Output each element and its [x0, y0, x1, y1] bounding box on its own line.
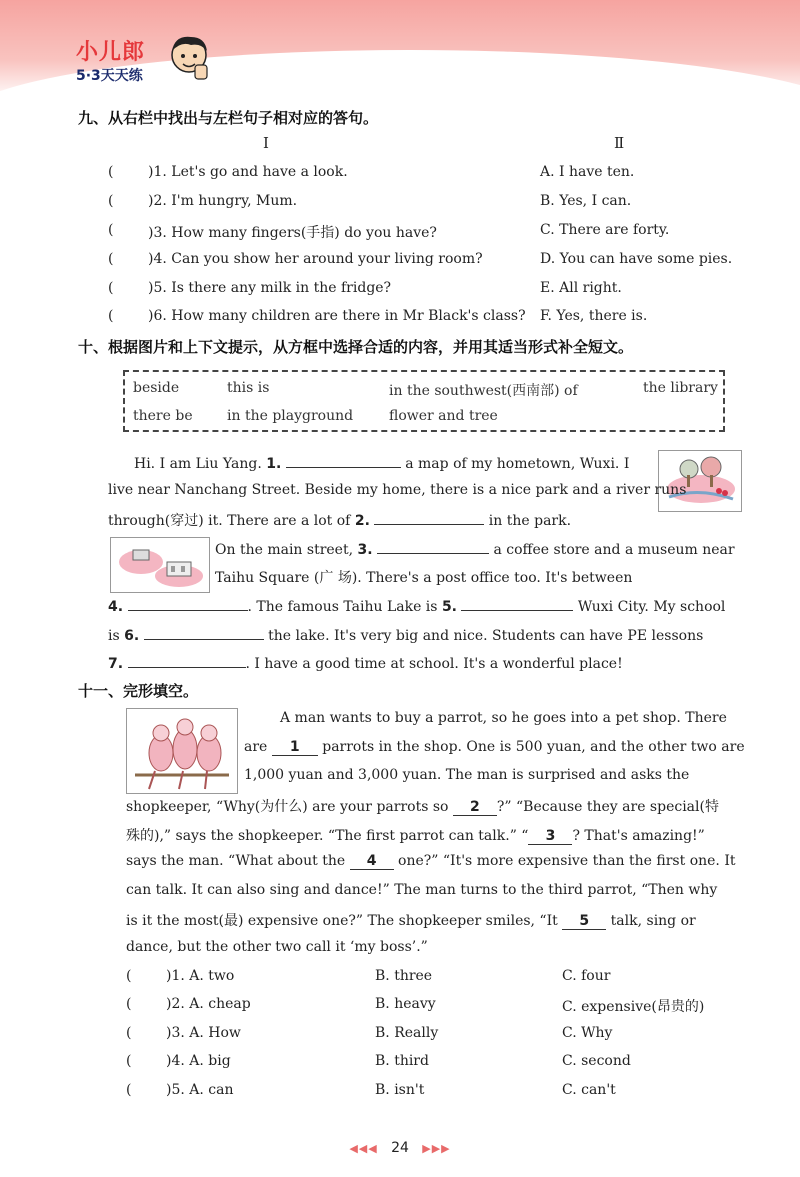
left-sentence-6: )6. How many children are there in Mr Black's class? — [148, 308, 526, 324]
blank-5[interactable] — [461, 596, 573, 611]
option-3-c: C. Why — [562, 1025, 613, 1041]
passage-text: a map of my hometown, Wuxi. I — [405, 456, 630, 472]
word-box-item: in the southwest(西南部) of — [389, 383, 578, 399]
right-answer-f: F. Yes, there is. — [540, 308, 648, 324]
option-5-c: C. can't — [562, 1082, 616, 1098]
passage-text: . The famous Taihu Lake is — [247, 599, 438, 615]
blank-4[interactable] — [128, 596, 248, 611]
cloze-blank-5[interactable]: 5 — [562, 913, 606, 930]
cloze-text: shopkeeper, “Why(为什么) are your parrots so — [126, 799, 449, 815]
word-box-item: in the playground — [227, 408, 354, 424]
cloze-line-2 — [244, 739, 745, 756]
answer-paren-3[interactable]: ( — [108, 222, 114, 238]
cloze-text: are — [244, 739, 268, 755]
cloze-line-1: A man wants to buy a parrot, so he goes into a pet shop. There — [280, 710, 727, 726]
right-answer-e: E. All right. — [540, 280, 622, 296]
option-1-a: )1. A. two — [166, 968, 235, 984]
passage-text: in the park. — [488, 513, 572, 529]
cloze-line-5 — [126, 825, 705, 845]
column-2-heading: Ⅱ — [614, 134, 625, 152]
passage-line-1 — [134, 453, 629, 472]
blank-1[interactable] — [286, 453, 401, 468]
option-1-b: B. three — [375, 968, 433, 984]
blank-3[interactable] — [377, 539, 489, 554]
cloze-text: is it the most(最) expensive one?” The shopkeeper smiles, “It — [126, 913, 558, 929]
passage-line-6 — [108, 596, 725, 615]
page-footer — [0, 1140, 800, 1156]
passage-line-4 — [215, 539, 735, 558]
option-paren-1[interactable]: ( — [126, 968, 132, 984]
cloze-text: ? That's amazing!” — [572, 828, 705, 844]
blank-6[interactable] — [144, 625, 264, 640]
blank-number-5: 5. — [441, 599, 457, 615]
word-box — [123, 370, 725, 432]
blank-number-6: 6. — [124, 628, 140, 644]
word-box-item: beside — [133, 380, 180, 396]
cloze-blank-3[interactable]: 3 — [528, 828, 572, 845]
option-5-b: B. isn't — [375, 1082, 425, 1098]
cloze-text: parrots in the shop. One is 500 yuan, and the other two are — [322, 739, 745, 755]
passage-line-8 — [108, 653, 623, 672]
cloze-line-6 — [126, 853, 735, 870]
word-box-item: flower and tree — [389, 408, 498, 424]
cloze-line-3: 1,000 yuan and 3,000 yuan. The man is surprised and asks the — [244, 767, 690, 783]
right-answer-d: D. You can have some pies. — [540, 251, 733, 267]
blank-number-2: 2. — [354, 513, 370, 529]
option-4-c: C. second — [562, 1053, 631, 1069]
option-2-a: )2. A. cheap — [166, 996, 251, 1012]
blank-2[interactable] — [374, 510, 484, 525]
option-paren-5[interactable]: ( — [126, 1082, 132, 1098]
option-1-c: C. four — [562, 968, 611, 984]
option-paren-2[interactable]: ( — [126, 996, 132, 1012]
answer-paren-6[interactable]: ( — [108, 308, 114, 324]
cloze-text: says the man. “What about the — [126, 853, 346, 869]
column-1-heading: Ⅰ — [263, 134, 269, 152]
option-4-b: B. third — [375, 1053, 429, 1069]
word-box-item: the library — [643, 380, 718, 396]
passage-text: a coffee store and a museum near — [493, 542, 735, 558]
cloze-blank-4[interactable]: 4 — [350, 853, 394, 870]
blank-number-7: 7. — [108, 656, 124, 672]
option-paren-4[interactable]: ( — [126, 1053, 132, 1069]
passage-text: Wuxi City. My school — [577, 599, 726, 615]
passage-text: through(穿过) it. There are a lot of — [108, 513, 351, 529]
passage-line-7 — [108, 625, 703, 644]
cloze-blank-1[interactable]: 1 — [272, 739, 318, 756]
passage-text: is — [108, 628, 120, 644]
word-box-item: there be — [133, 408, 193, 424]
section-11-title: 十一、完形填空。 — [78, 682, 199, 700]
logo-main-text: 小儿郎 — [76, 40, 146, 65]
right-arrows-icon: ▶▶▶ — [422, 1142, 451, 1155]
option-2-b: B. heavy — [375, 996, 436, 1012]
cloze-text: talk, sing or — [610, 913, 696, 929]
option-3-a: )3. A. How — [166, 1025, 241, 1041]
blank-number-3: 3. — [357, 542, 373, 558]
cloze-line-8 — [126, 910, 696, 930]
blank-number-1: 1. — [266, 456, 282, 472]
cloze-line-7: can talk. It can also sing and dance!” The man turns to the third parrot, “Then why — [126, 882, 718, 898]
right-answer-a: A. I have ten. — [540, 164, 635, 180]
blank-7[interactable] — [128, 653, 246, 668]
passage-line-5: Taihu Square (广 场). There's a post office too. It's between — [215, 570, 633, 586]
passage-text: the lake. It's very big and nice. Students can have PE lessons — [268, 628, 704, 644]
square-picture — [110, 537, 210, 593]
cloze-text: 殊的),” says the shopkeeper. “The first parrot can talk.” “ — [126, 828, 529, 844]
passage-text: Hi. I am Liu Yang. — [134, 456, 262, 472]
logo-sub-text: 5·3天天练 — [76, 68, 143, 84]
passage-line-3 — [108, 510, 571, 530]
mascot-icon — [165, 31, 213, 83]
section-9-title: 九、从右栏中找出与左栏句子相对应的答句。 — [78, 109, 379, 127]
option-2-c: C. expensive(昂贵的) — [562, 999, 705, 1015]
answer-paren-4[interactable]: ( — [108, 251, 114, 267]
option-5-a: )5. A. can — [166, 1082, 234, 1098]
passage-text: . I have a good time at school. It's a wonderful place! — [245, 656, 623, 672]
right-answer-b: B. Yes, I can. — [540, 193, 632, 209]
answer-paren-2[interactable]: ( — [108, 193, 114, 209]
cloze-text: one?” “It's more expensive than the first one. It — [398, 853, 736, 869]
left-sentence-4: )4. Can you show her around your living room? — [148, 251, 483, 267]
brand-logo — [70, 35, 200, 95]
cloze-line-4 — [126, 796, 719, 816]
option-3-b: B. Really — [375, 1025, 439, 1041]
left-sentence-2: )2. I'm hungry, Mum. — [148, 193, 298, 209]
blank-number-4: 4. — [108, 599, 124, 615]
cloze-line-9: dance, but the other two call it ‘my boss’.” — [126, 939, 428, 955]
section-10-title: 十、根据图片和上下文提示，从方框中选择合适的内容，并用其适当形式补全短文。 — [78, 338, 634, 356]
right-answer-c: C. There are forty. — [540, 222, 670, 238]
left-arrows-icon: ◀◀◀ — [349, 1142, 378, 1155]
word-box-item: this is — [227, 380, 270, 396]
option-paren-3[interactable]: ( — [126, 1025, 132, 1041]
left-sentence-1: )1. Let's go and have a look. — [148, 164, 348, 180]
cloze-text: ?” “Because they are special(特 — [496, 799, 719, 815]
passage-line-2: live near Nanchang Street. Beside my home, there is a nice park and a river runs — [108, 482, 687, 498]
option-4-a: )4. A. big — [166, 1053, 231, 1069]
passage-text: On the main street, — [215, 542, 354, 558]
answer-paren-5[interactable]: ( — [108, 280, 114, 296]
park-picture — [658, 450, 742, 512]
answer-paren-1[interactable]: ( — [108, 164, 114, 180]
left-sentence-3: )3. How many fingers(手指) do you have? — [148, 225, 437, 241]
parrots-picture — [126, 708, 238, 794]
cloze-blank-2[interactable]: 2 — [453, 799, 497, 816]
left-sentence-5: )5. Is there any milk in the fridge? — [148, 280, 392, 296]
page-number: 24 — [391, 1140, 409, 1156]
